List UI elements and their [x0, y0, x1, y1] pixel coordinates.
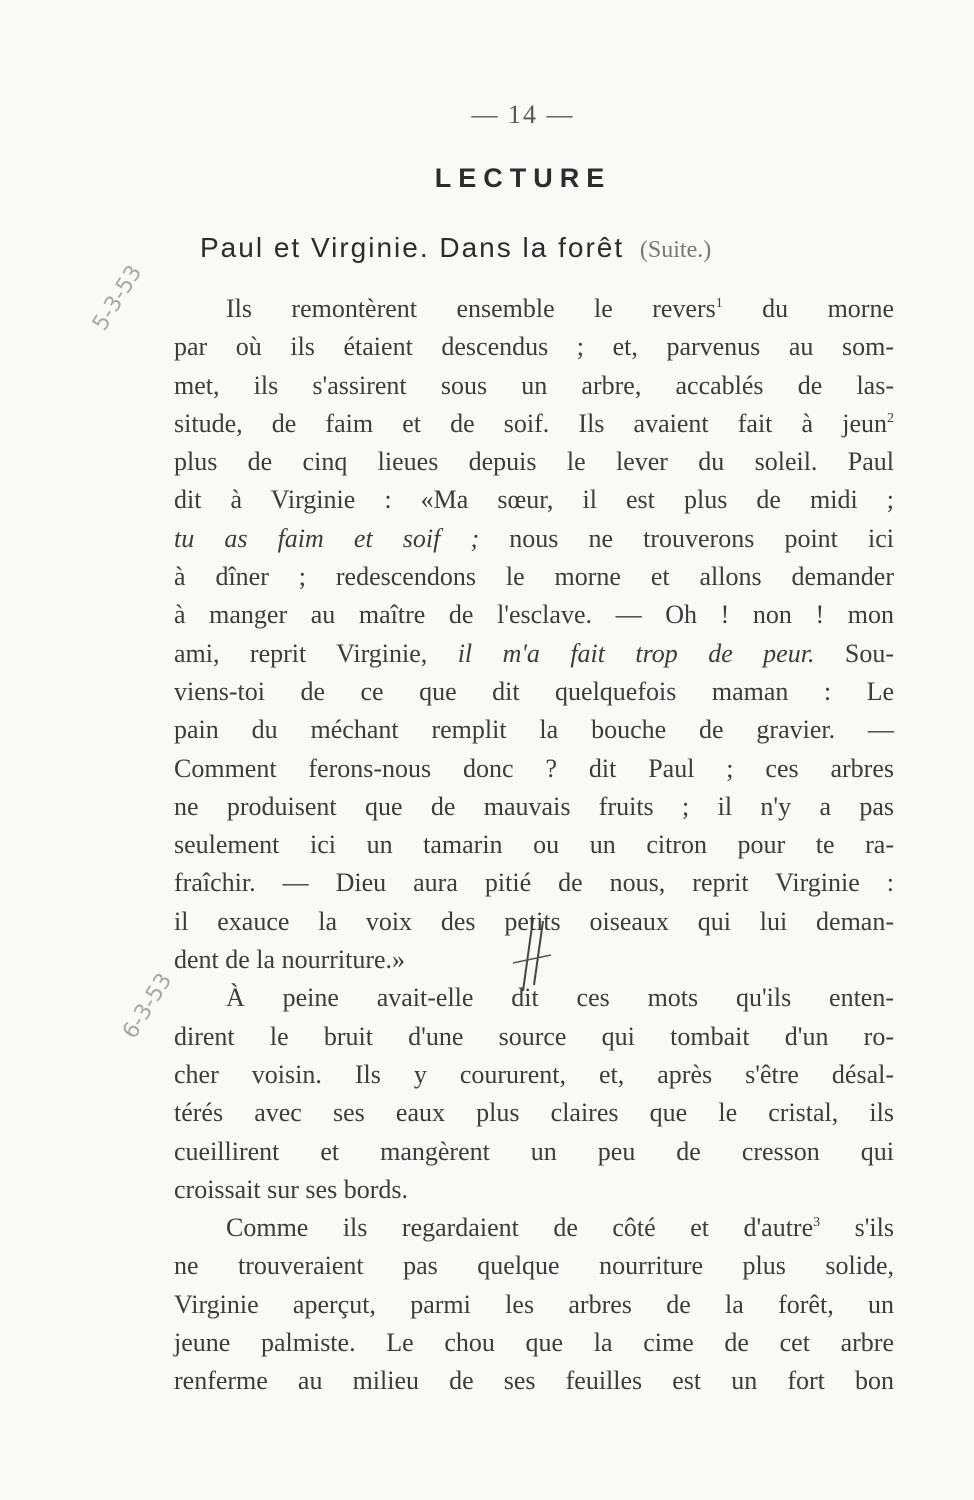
text-line: seulement ici un tamarin ou un citron pour te ra- [174, 830, 894, 860]
text-line [174, 635, 894, 673]
text-span: Ils remontèrent ensemble le revers [226, 294, 716, 323]
text-line: renferme au milieu de ses feuilles est un fort bon [174, 1366, 894, 1396]
section-title: LECTURE [434, 163, 612, 193]
chapter-subtitle [200, 232, 900, 264]
margin-date-note: 6-3-53 [118, 969, 178, 1044]
subtitle-text: Paul et Virginie. Dans la forêt [200, 232, 625, 263]
text-line: fraîchir. — Dieu aura pitié de nous, reprit Virginie : [174, 868, 894, 898]
reading-text [174, 290, 894, 1401]
text-line: Comment ferons-nous donc ? dit Paul ; ces arbres [174, 753, 894, 783]
text-line: cher voisin. Ils y coururent, et, après s'être désal- [174, 1059, 894, 1089]
text-span: Sou- [814, 638, 894, 668]
text-line: cueillirent et mangèrent un peu de cresson qui [174, 1136, 894, 1166]
text-span: du morne [722, 294, 895, 323]
text-line: pain du méchant remplit la bouche de gravier. — [174, 715, 894, 745]
text-line [174, 520, 894, 558]
text-span: s'ils [820, 1213, 894, 1243]
paragraph [174, 979, 894, 1209]
text-line: dirent le bruit d'une source qui tombait d'un ro- [174, 1021, 894, 1051]
text-span: nous ne trouverons point ici [479, 523, 894, 553]
text-line: à manger au maître de l'esclave. — Oh ! non ! mon [174, 600, 894, 630]
text-line: plus de cinq lieues depuis le lever du soleil. Paul [174, 447, 894, 477]
text-line: à dîner ; redescendons le morne et allons demander [174, 562, 894, 592]
text-line [174, 405, 894, 443]
text-line: dit à Virginie : «Ma sœur, il est plus de midi ; [174, 485, 894, 515]
text-line: dent de la nourriture.» [174, 945, 406, 975]
text-line: ne trouveraient pas quelque nourriture plus solide, [174, 1251, 894, 1281]
text-line: il exauce la voix des petits oiseaux qui lui deman- [174, 906, 894, 936]
text-line [174, 1209, 894, 1247]
text-span: ami, reprit Virginie, [174, 638, 458, 668]
italic-span: il m'a fait trop de peur. [457, 638, 815, 668]
text-line: viens-toi de ce que dit quelquefois maman : Le [174, 676, 894, 706]
footnote-ref: 3 [813, 1215, 821, 1231]
text-line [174, 290, 894, 328]
page-number: — 14 — [471, 100, 575, 129]
text-span: situde, de faim et de soif. Ils avaient fait à jeun [174, 408, 887, 438]
margin-date-note: 5-3-53 [88, 261, 148, 336]
footnote-ref: 1 [715, 296, 723, 311]
text-line: par où ils étaient descendus ; et, parvenus au som- [174, 332, 894, 362]
text-line: À peine avait-elle dit ces mots qu'ils enten- [226, 983, 894, 1013]
text-line: croissait sur ses bords. [174, 1174, 408, 1204]
italic-span: tu as faim et soif ; [174, 523, 480, 553]
footnote-ref: 2 [887, 410, 894, 426]
text-span: Comme ils regardaient de côté et d'autre [226, 1213, 814, 1243]
subtitle-suite: (Suite.) [639, 237, 712, 263]
text-line: ne produisent que de mauvais fruits ; il n'y a pas [174, 791, 894, 821]
text-line: jeune palmiste. Le chou que la cime de cet arbre [174, 1328, 894, 1358]
paragraph [174, 290, 894, 979]
text-line: Virginie aperçut, parmi les arbres de la forêt, un [174, 1289, 894, 1319]
text-line: térés avec ses eaux plus claires que le cristal, ils [174, 1098, 894, 1128]
text-line: met, ils s'assirent sous un arbre, accablés de las- [174, 370, 894, 400]
paragraph [174, 1209, 894, 1400]
